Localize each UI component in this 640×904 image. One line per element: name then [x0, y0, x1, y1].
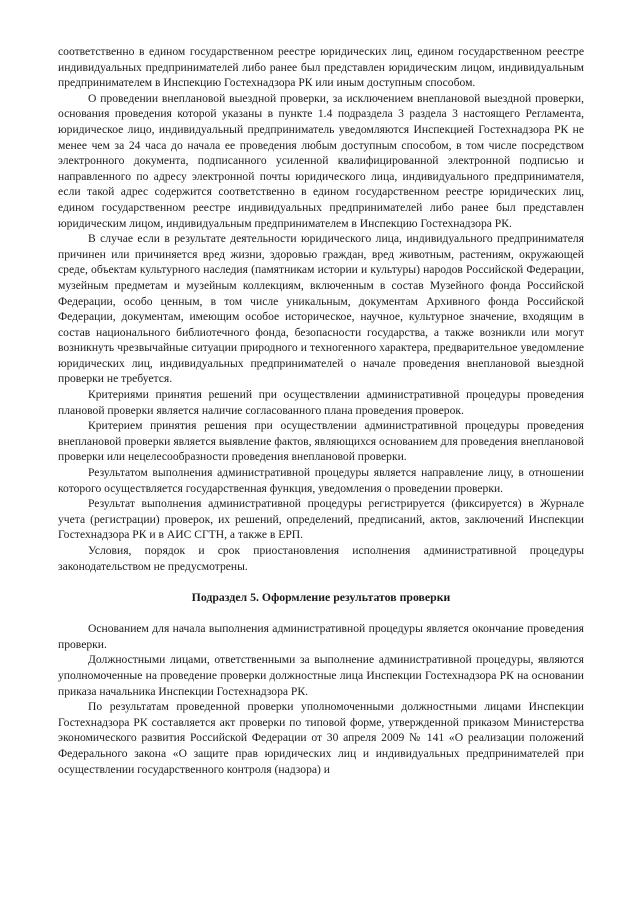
paragraph-suspension-conditions: Условия, порядок и срок приостановления исполнения административной процедуры законодательством не предусмотрены.: [58, 544, 584, 573]
subsection-heading: Подраздел 5. Оформление результатов проверки: [191, 590, 451, 605]
paragraph-unplanned-criteria: Критерием принятия решения при осуществлении административной процедуры проведения внеплановой проверки является выявление фактов, являющихся основанием для проведения внеплановой проверки или нецелесообразности проведения внеплановой проверки.: [58, 419, 584, 464]
paragraph-planned-criteria: Критериями принятия решений при осуществлении административной процедуры проведения плановой проверки является наличие согласованного плана проведения проверок.: [58, 388, 584, 417]
paragraph-procedure-result: Результатом выполнения административной процедуры является направление лицу, в отношении которого осуществляется государственная функция, уведомления о проведении проверки.: [58, 466, 584, 495]
paragraph-inspection-act: По результатам проведенной проверки уполномоченными должностными лицами Инспекции Гостехнадзора РК составляется акт проверки по типовой форме, утвержденной приказом Министерства экономического развития Российской Федерации от 30 апреля 2009 № 141 «О реализации положений Федерального закона «О защите прав юридических лиц и индивидуальных предпринимателей при осуществлении государственного контроля (надзора) и: [58, 700, 584, 776]
paragraph-unplanned-inspection-notice: О проведении внеплановой выездной проверки, за исключением внеплановой выездной проверки, основания проведения которой указаны в пункте 1.4 подраздела 3 раздела 3 настоящего Регламента, юридическое лицо, индивидуальный предприниматель уведомляются Инспекцией Гостехнадзора РК не менее чем за 24 часа до начала ее проведения любым доступным способом, в том числе посредством электронного документа, подписанного усиленной квалифицированной электронной подписью и направленного по адресу электронной почты юридического лица, индивидуального предпринимателя, если такой адрес содержится соответственно в едином государственном реестре юридических лиц, едином государственном реестре индивидуальных предпринимателей либо ранее был представлен юридическим лицом, индивидуальным предпринимателем в Инспекцию Гостехнадзора РК.: [58, 91, 584, 230]
paragraph-responsible-officials: Должностными лицами, ответственными за выполнение административной процедуры, являются уполномоченные на проведение проверки должностные лица Инспекции Гостехнадзора РК на основании приказа начальника Инспекции Гостехнадзора РК.: [58, 653, 584, 698]
paragraph-start-basis: Основанием для начала выполнения административной процедуры является окончание проведения проверки.: [58, 622, 584, 651]
paragraph-harm-exception: В случае если в результате деятельности юридического лица, индивидуального предпринимателя причинен или причиняется вред жизни, здоровью граждан, вред животным, растениям, окружающей среде, объектам культурного наследия (памятникам истории и культуры) народов Российской Федерации, музейным предметам и музейным коллекциям, включенным в состав Музейного фонда Российской Федерации, особо ценным, в том числе уникальным, документам Архивного фонда Российской Федерации, документам, имеющим особое историческое, научное, культурное значение, входящим в состав национального библиотечного фонда, безопасности государства, а также возникли или могут возникнуть чрезвычайные ситуации природного и техногенного характера, предварительное уведомление юридических лиц, индивидуальных предпринимателей о начале проведения внеплановой выездной проверки не требуется.: [58, 232, 584, 386]
paragraph-continued: соответственно в едином государственном реестре юридических лиц, едином государственном реестре индивидуальных предпринимателей либо ранее был представлен юридическим лицом, индивидуальным предпринимателем в Инспекцию Гостехнадзора РК или иным доступным способом.: [58, 45, 584, 90]
paragraph-result-registration: Результат выполнения административной процедуры регистрируется (фиксируется) в Журнале учета (регистрации) проверок, их решений, определений, предписаний, актов, заключений Инспекции Гостехнадзора РК и в АИС СГТН, а также в ЕРП.: [58, 497, 584, 542]
